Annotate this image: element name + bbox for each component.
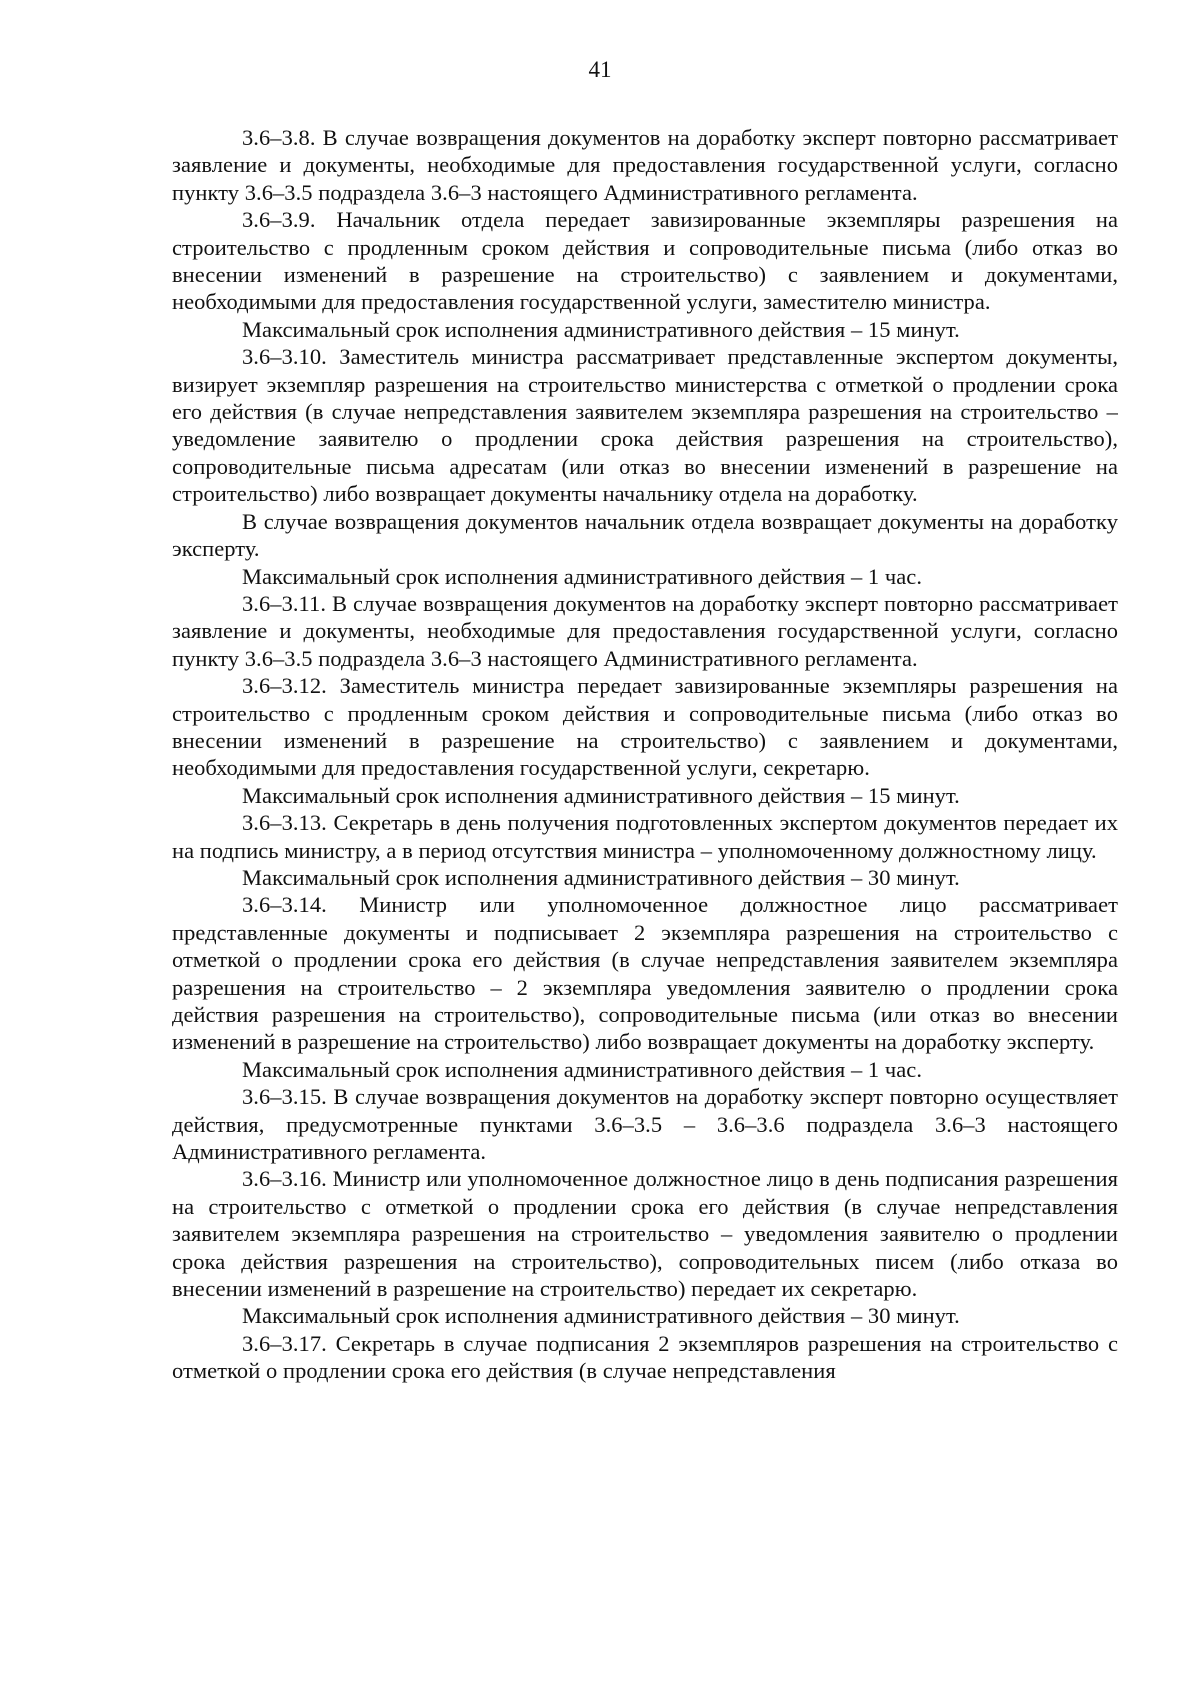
deadline-note: Максимальный срок исполнения административного действия – 1 час.: [242, 563, 923, 589]
paragraph-return-note: В случае возвращения документов начальник отдела возвращает документы на доработку эксперту.: [172, 508, 1118, 562]
document-body: [172, 124, 1118, 1385]
paragraph-3-6-3-16: 3.6–3.16. Министр или уполномоченное должностное лицо в день подписания разрешения на строительство с отметкой о продлении срока его действия (в случае непредставления заявителем экземпляра разрешения на строительство – уведомления заявителю о продлении срока действия разрешения на строительство), сопроводительных писем (либо отказа во внесении изменений в разрешение на строительство) передает их секретарю.: [172, 1166, 1118, 1302]
paragraph-3-6-3-9: 3.6–3.9. Начальник отдела передает завизированные экземпляры разрешения на строительство с продленным сроком действия и сопроводительные письма (либо отказ во внесении изменений в разрешение на строительство) с заявлением и документами, необходимыми для предоставления государственной услуги, заместителю министра.: [172, 207, 1118, 315]
page-number: 41: [588, 57, 612, 82]
paragraph-3-6-3-15: 3.6–3.15. В случае возвращения документов на доработку эксперт повторно осуществляет действия, предусмотренные пунктами 3.6–3.5 – 3.6–3.6 подраздела 3.6–3 настоящего Административного регламента.: [172, 1084, 1118, 1165]
paragraph-3-6-3-8: 3.6–3.8. В случае возвращения документов на доработку эксперт повторно рассматривает заявление и документы, необходимые для предоставления государственной услуги, согласно пункту 3.6–3.5 подраздела 3.6–3 настоящего Административного регламента.: [172, 125, 1118, 205]
paragraph-3-6-3-12: 3.6–3.12. Заместитель министра передает завизированные экземпляры разрешения на строительство с продленным сроком действия и сопроводительные письма (либо отказ во внесении изменений в разрешение на строительство) с заявлением и документами, необходимыми для предоставления государственной услуги, секретарю.: [172, 673, 1118, 781]
paragraph-3-6-3-11: 3.6–3.11. В случае возвращения документов на доработку эксперт повторно рассматривает заявление и документы, необходимые для предоставления государственной услуги, согласно пункту 3.6–3.5 подраздела 3.6–3 настоящего Административного регламента.: [172, 590, 1118, 671]
paragraph-3-6-3-13: 3.6–3.13. Секретарь в день получения подготовленных экспертом документов передает их на подпись министру, а в период отсутствия министра – уполномоченному должностному лицу.: [172, 810, 1118, 863]
paragraph-3-6-3-10: 3.6–3.10. Заместитель министра рассматривает представленные экспертом документы, визирует экземпляр разрешения на строительство министерства с отметкой о продлении срока его действия (в случае непредставления заявителем экземпляра разрешения на строительство – уведомление заявителю о продлении срока действия разрешения на строительство), сопроводительные письма адресатам (или отказ во внесении изменений в разрешение на строительство) либо возвращает документы начальнику отдела на доработку.: [172, 344, 1118, 507]
deadline-note: Максимальный срок исполнения административного действия – 15 минут.: [242, 782, 960, 808]
deadline-note: Максимальный срок исполнения административного действия – 30 минут.: [242, 1303, 960, 1329]
deadline-note: Максимальный срок исполнения административного действия – 1 час.: [242, 1056, 923, 1082]
deadline-note: Максимальный срок исполнения административного действия – 30 минут.: [242, 864, 960, 890]
paragraph-3-6-3-17: 3.6–3.17. Секретарь в случае подписания 2 экземпляров разрешения на строительство с отметкой о продлении срока его действия (в случае непредставления: [172, 1330, 1118, 1384]
deadline-note: Максимальный срок исполнения административного действия – 15 минут.: [242, 316, 960, 342]
paragraph-3-6-3-14: 3.6–3.14. Министр или уполномоченное должностное лицо рассматривает представленные документы и подписывает 2 экземпляра разрешения на строительство с отметкой о продлении срока его действия (в случае непредставления заявителем экземпляра разрешения на строительство – 2 экземпляра уведомления заявителю о продлении срока действия разрешения на строительство), сопроводительные письма (или отказ во внесении изменений в разрешение на строительство) либо возвращает документы на доработку эксперту.: [172, 892, 1118, 1055]
